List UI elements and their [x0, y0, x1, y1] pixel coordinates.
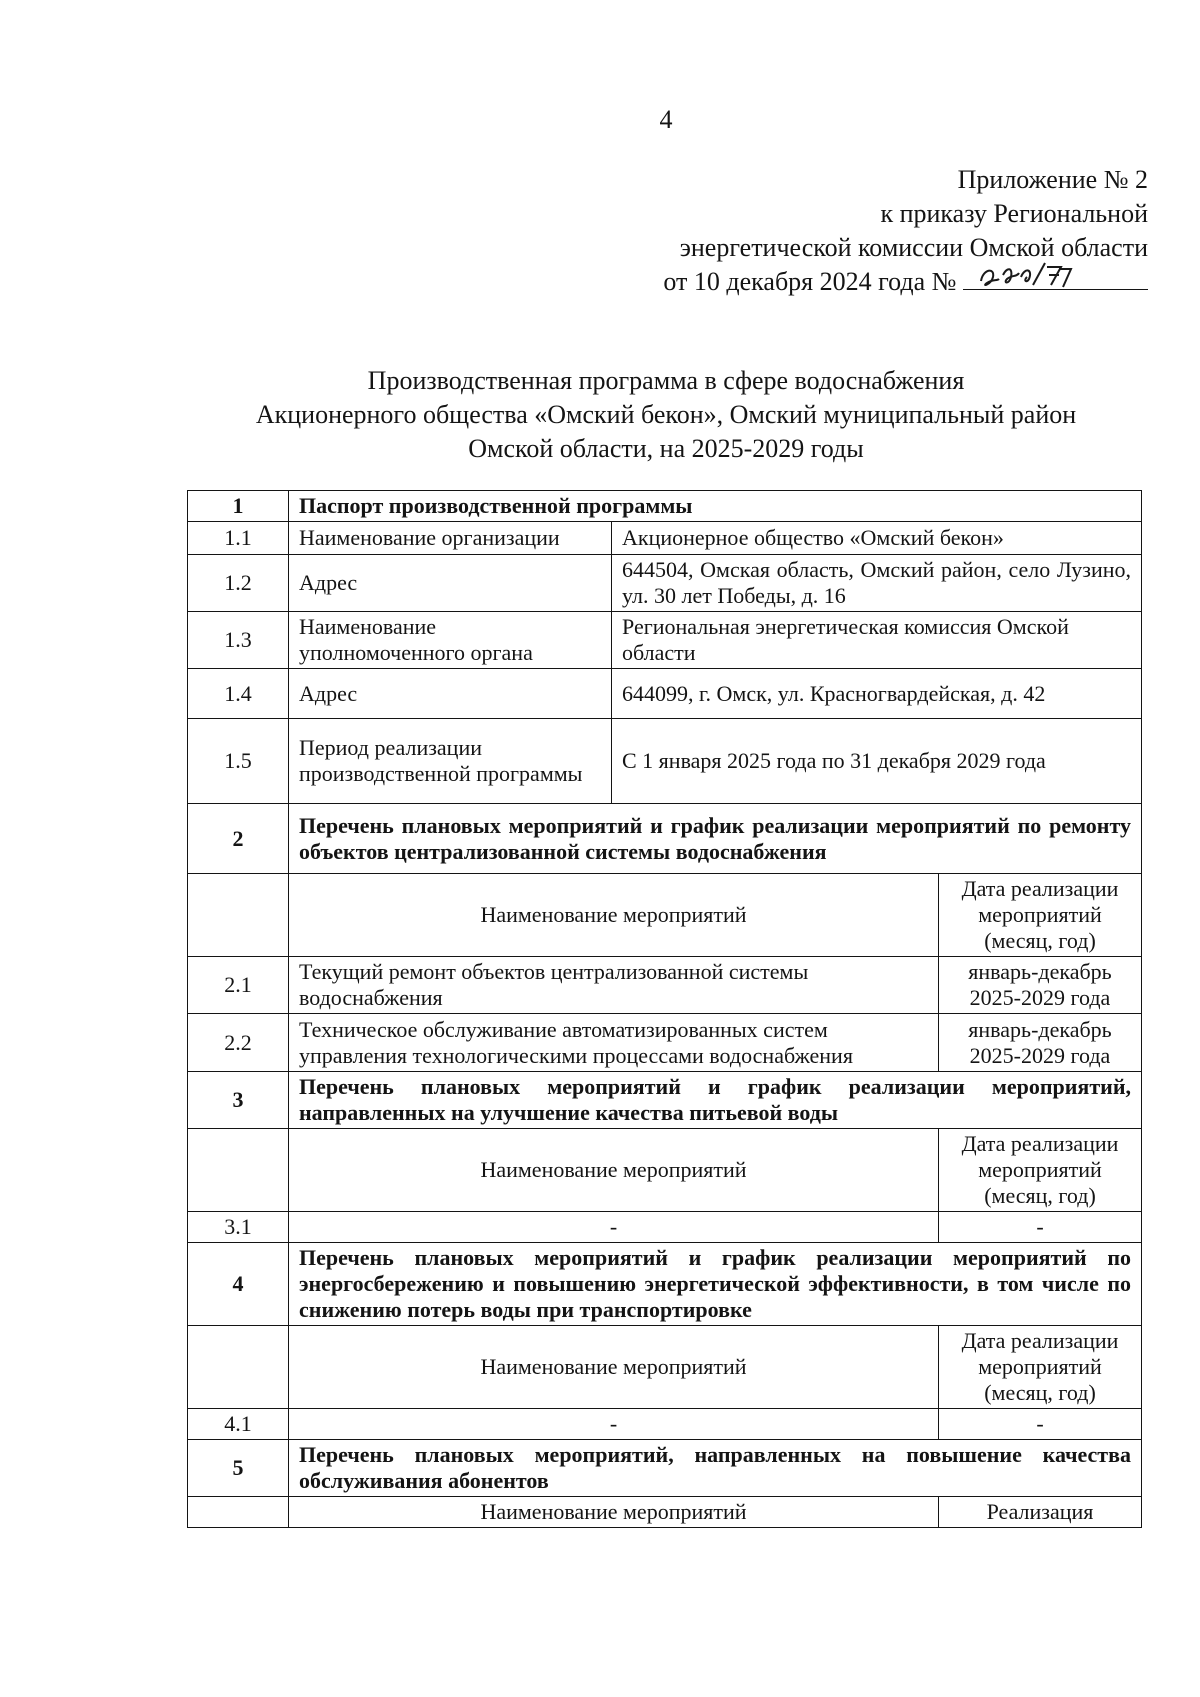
title-line-2: Акционерного общества «Омский бекон», Омский муниципальный район	[255, 400, 1077, 429]
row-value: С 1 января 2025 года по 31 декабря 2029 года	[612, 719, 1142, 804]
title-line-3: Омской области, на 2025-2029 годы	[468, 434, 864, 463]
column-header-name: Наименование мероприятий	[289, 1326, 939, 1409]
section-number: 4	[188, 1243, 289, 1326]
column-header-date: Реализация	[939, 1497, 1142, 1528]
table-row	[188, 1409, 1142, 1440]
row-activity: -	[289, 1409, 939, 1440]
table-row	[188, 957, 1142, 1014]
empty-cell	[188, 1129, 289, 1212]
row-number: 1.2	[188, 555, 289, 612]
table-row	[188, 874, 1142, 957]
table-row	[188, 1212, 1142, 1243]
row-number: 3.1	[188, 1212, 289, 1243]
empty-cell	[188, 1326, 289, 1409]
handwritten-order-number	[973, 257, 1073, 291]
table-row	[188, 1440, 1142, 1497]
appendix-line-3: энергетической комиссии Омской области	[679, 233, 1148, 262]
section-number: 5	[188, 1440, 289, 1497]
row-label: Наименование организации	[289, 522, 612, 555]
row-label: Период реализации производственной программы	[289, 719, 612, 804]
column-header-name: Наименование мероприятий	[289, 1497, 939, 1528]
row-activity: Техническое обслуживание автоматизированных систем управления технологическими процессами водоснабжения	[289, 1014, 939, 1072]
title-line-1: Производственная программа в сфере водоснабжения	[367, 366, 965, 395]
table-row	[188, 1014, 1142, 1072]
section-title: Перечень плановых мероприятий и график реализации мероприятий по энергосбережению и повышению энергетической эффективности, в том числе по снижению потерь воды при транспортировке	[289, 1243, 1142, 1326]
column-header-name: Наименование мероприятий	[289, 1129, 939, 1212]
row-date: январь-декабрь 2025-2029 года	[939, 957, 1142, 1014]
row-label: Адрес	[289, 555, 612, 612]
row-date: -	[939, 1212, 1142, 1243]
column-header-date: Дата реализации мероприятий (месяц, год)	[939, 1326, 1142, 1409]
section-title: Перечень плановых мероприятий и график реализации мероприятий, направленных на улучшение качества питьевой воды	[289, 1072, 1142, 1129]
section-title: Паспорт производственной программы	[289, 491, 1142, 522]
row-activity: -	[289, 1212, 939, 1243]
row-value: 644504, Омская область, Омский район, село Лузино, ул. 30 лет Победы, д. 16	[612, 555, 1142, 612]
row-label: Наименование уполномоченного органа	[289, 612, 612, 669]
order-date-prefix: от 10 декабря 2024 года №	[663, 267, 957, 296]
section-number: 3	[188, 1072, 289, 1129]
empty-cell	[188, 874, 289, 957]
column-header-name: Наименование мероприятий	[289, 874, 939, 957]
row-number: 1.4	[188, 669, 289, 719]
appendix-header	[663, 163, 1148, 299]
section-title: Перечень плановых мероприятий, направленных на повышение качества обслуживания абонентов	[289, 1440, 1142, 1497]
document-title	[0, 364, 1200, 466]
row-value: 644099, г. Омск, ул. Красногвардейская, д. 42	[612, 669, 1142, 719]
row-value: Региональная энергетическая комиссия Омской области	[612, 612, 1142, 669]
table-row	[188, 1243, 1142, 1326]
row-date: январь-декабрь 2025-2029 года	[939, 1014, 1142, 1072]
appendix-line-1: Приложение № 2	[957, 165, 1148, 194]
table-row	[188, 555, 1142, 612]
column-header-date: Дата реализации мероприятий (месяц, год)	[939, 874, 1142, 957]
appendix-line-2: к приказу Региональной	[880, 199, 1148, 228]
table-row	[188, 1072, 1142, 1129]
appendix-line-4	[663, 265, 1148, 299]
row-number: 2.2	[188, 1014, 289, 1072]
table-row	[188, 719, 1142, 804]
row-date: -	[939, 1409, 1142, 1440]
row-number: 2.1	[188, 957, 289, 1014]
section-title: Перечень плановых мероприятий и график реализации мероприятий по ремонту объектов централизованной системы водоснабжения	[289, 804, 1142, 874]
table-row	[188, 491, 1142, 522]
column-header-date: Дата реализации мероприятий (месяц, год)	[939, 1129, 1142, 1212]
row-value: Акционерное общество «Омский бекон»	[612, 522, 1142, 555]
section-number: 2	[188, 804, 289, 874]
empty-cell	[188, 1497, 289, 1528]
table-row	[188, 1326, 1142, 1409]
production-program-table	[187, 490, 1142, 1528]
row-number: 1.3	[188, 612, 289, 669]
table-row	[188, 1129, 1142, 1212]
table-row	[188, 522, 1142, 555]
row-number: 1.1	[188, 522, 289, 555]
row-activity: Текущий ремонт объектов централизованной системы водоснабжения	[289, 957, 939, 1014]
table-row	[188, 612, 1142, 669]
table-row	[188, 804, 1142, 874]
row-label: Адрес	[289, 669, 612, 719]
page-number: 4	[659, 105, 673, 134]
section-number: 1	[188, 491, 289, 522]
table-row	[188, 669, 1142, 719]
order-number-field	[963, 265, 1148, 290]
table-row	[188, 1497, 1142, 1528]
row-number: 1.5	[188, 719, 289, 804]
row-number: 4.1	[188, 1409, 289, 1440]
